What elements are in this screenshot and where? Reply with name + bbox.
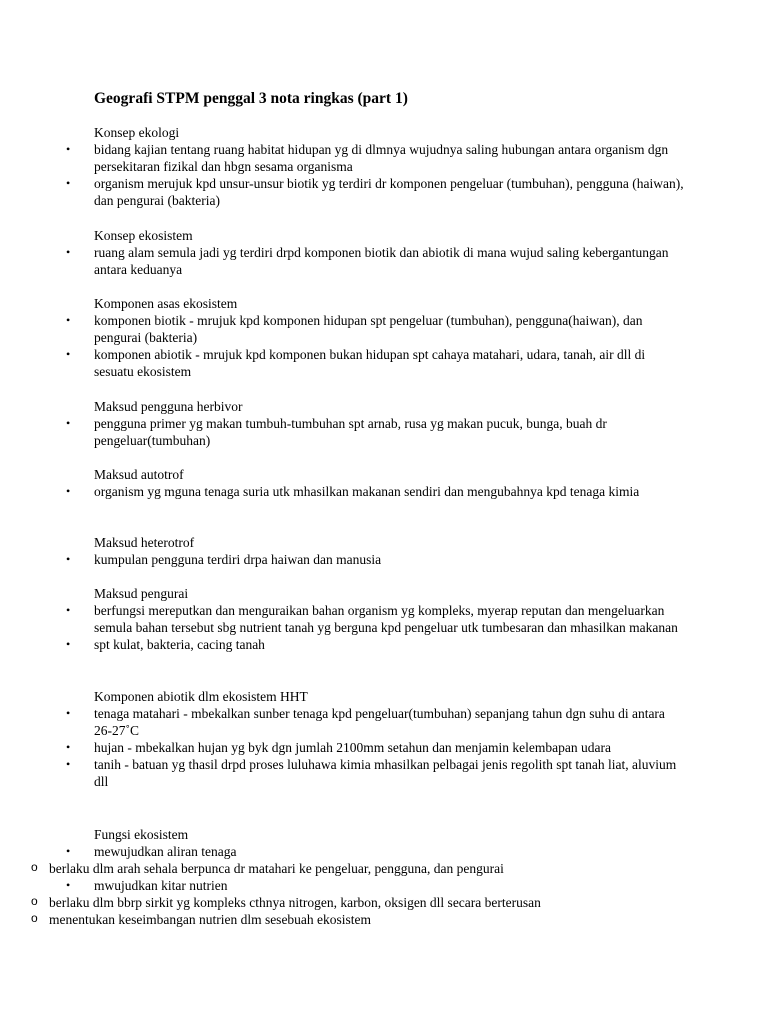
list-item <box>0 602 684 636</box>
bullet-icon: • <box>66 484 71 498</box>
list-item-text: hujan - mbekalkan hujan yg byk dgn jumlah 2100mm setahun dan menjamin kelembapan udara <box>94 740 611 755</box>
sub-list-item <box>0 911 768 928</box>
list-item-text: tenaga matahari - mbekalkan sunber tenaga kpd pengeluar(tumbuhan) sepanjang tahun dgn suhu di antara 26-27˚C <box>94 706 665 738</box>
list-item-text: spt kulat, bakteria, cacing tanah <box>94 637 265 652</box>
section-heading: Konsep ekologi <box>94 125 180 140</box>
sub-list-item-text: menentukan keseimbangan nutrien dlm sesebuah ekosistem <box>49 912 372 927</box>
list-item <box>0 739 684 756</box>
list-item <box>0 415 684 449</box>
section-konsep-ekosistem <box>0 227 768 278</box>
section-konsep-ekologi <box>0 124 768 209</box>
sub-list-item <box>0 894 768 911</box>
list-item <box>0 551 684 568</box>
section-heading: Komponen asas ekosistem <box>94 296 238 311</box>
list-item-text: mewujudkan aliran tenaga <box>94 844 237 859</box>
circle-bullet-icon: o <box>31 860 38 874</box>
list-item <box>0 312 684 346</box>
list-item <box>0 843 768 860</box>
section-autotrof <box>0 466 768 500</box>
list-item-text: berfungsi mereputkan dan menguraikan bahan organism yg kompleks, myerap reputan dan mengeluarkan semula bahan tersebut sbg nutrient tanah yg berguna kpd pengeluar utk tumbesaran dan mhasilkan makanan <box>94 603 678 635</box>
section-heading: Maksud heterotrof <box>94 535 195 550</box>
list-item-text: mwujudkan kitar nutrien <box>94 878 228 893</box>
bullet-icon: • <box>66 603 71 617</box>
list-item <box>0 175 684 209</box>
bullet-icon: • <box>66 416 71 430</box>
bullet-icon: • <box>66 176 71 190</box>
section-heading: Konsep ekosistem <box>94 228 193 243</box>
bullet-icon: • <box>66 706 71 720</box>
section-pengguna-herbivor <box>0 398 768 449</box>
list-item-text: organism yg mguna tenaga suria utk mhasilkan makanan sendiri dan mengubahnya kpd tenaga kimia <box>94 484 640 499</box>
bullet-icon: • <box>66 844 71 858</box>
bullet-icon: • <box>66 878 71 892</box>
bullet-icon: • <box>66 245 71 259</box>
section-heading: Komponen abiotik dlm ekosistem HHT <box>94 689 308 704</box>
bullet-icon: • <box>66 740 71 754</box>
sub-list-item <box>0 860 768 877</box>
list-item-text: tanih - batuan yg thasil drpd proses luluhawa kimia mhasilkan pelbagai jenis regolith spt tanah liat, aluvium dll <box>94 757 677 789</box>
list-item-text: bidang kajian tentang ruang habitat hidupan yg di dlmnya wujudnya saling hubungan antara organism dgn persekitaran fizikal dan hbgn sesama organisma <box>94 142 669 174</box>
list-item-text: komponen abiotik - mrujuk kpd komponen bukan hidupan spt cahaya matahari, udara, tanah, air dll di sesuatu ekosistem <box>94 347 646 379</box>
list-item <box>0 141 684 175</box>
list-item-text: pengguna primer yg makan tumbuh-tumbuhan spt arnab, rusa yg makan pucuk, bunga, buah dr pengeluar(tumbuhan) <box>94 416 607 448</box>
bullet-icon: • <box>66 552 71 566</box>
list-item <box>0 636 684 653</box>
sub-list-item-text: berlaku dlm bbrp sirkit yg kompleks cthnya nitrogen, karbon, oksigen dll secara berterusan <box>49 895 541 910</box>
list-item <box>0 483 684 500</box>
list-item-text: organism merujuk kpd unsur-unsur biotik yg terdiri dr komponen pengeluar (tumbuhan), pengguna (haiwan), dan pengurai (bakteria) <box>94 176 684 208</box>
list-item-text: kumpulan pengguna terdiri drpa haiwan dan manusia <box>94 552 382 567</box>
section-fungsi-ekosistem <box>0 826 768 928</box>
list-item <box>0 705 684 739</box>
sub-list-item-text: berlaku dlm arah sehala berpunca dr matahari ke pengeluar, pengguna, dan pengurai <box>49 861 504 876</box>
bullet-icon: • <box>66 637 71 651</box>
bullet-icon: • <box>66 142 71 156</box>
list-item <box>0 244 684 278</box>
bullet-icon: • <box>66 757 71 771</box>
list-item <box>0 346 684 380</box>
list-item <box>0 877 768 894</box>
section-abiotik-hht <box>0 688 768 790</box>
section-heterotrof <box>0 534 768 568</box>
section-pengurai <box>0 585 768 653</box>
section-heading: Fungsi ekosistem <box>94 827 189 842</box>
circle-bullet-icon: o <box>31 894 38 908</box>
section-komponen-asas <box>0 295 768 380</box>
document-title: Geografi STPM penggal 3 nota ringkas (part 1) <box>94 90 408 107</box>
list-item-text: komponen biotik - mrujuk kpd komponen hidupan spt pengeluar (tumbuhan), pengguna(haiwan), dan pengurai (bakteria) <box>94 313 643 345</box>
bullet-icon: • <box>66 313 71 327</box>
list-item <box>0 756 684 790</box>
bullet-icon: • <box>66 347 71 361</box>
circle-bullet-icon: o <box>31 911 38 925</box>
section-heading: Maksud pengurai <box>94 586 189 601</box>
section-heading: Maksud pengguna herbivor <box>94 399 243 414</box>
section-heading: Maksud autotrof <box>94 467 184 482</box>
list-item-text: ruang alam semula jadi yg terdiri drpd komponen biotik dan abiotik di mana wujud saling kebergantungan antara keduanya <box>94 245 669 277</box>
